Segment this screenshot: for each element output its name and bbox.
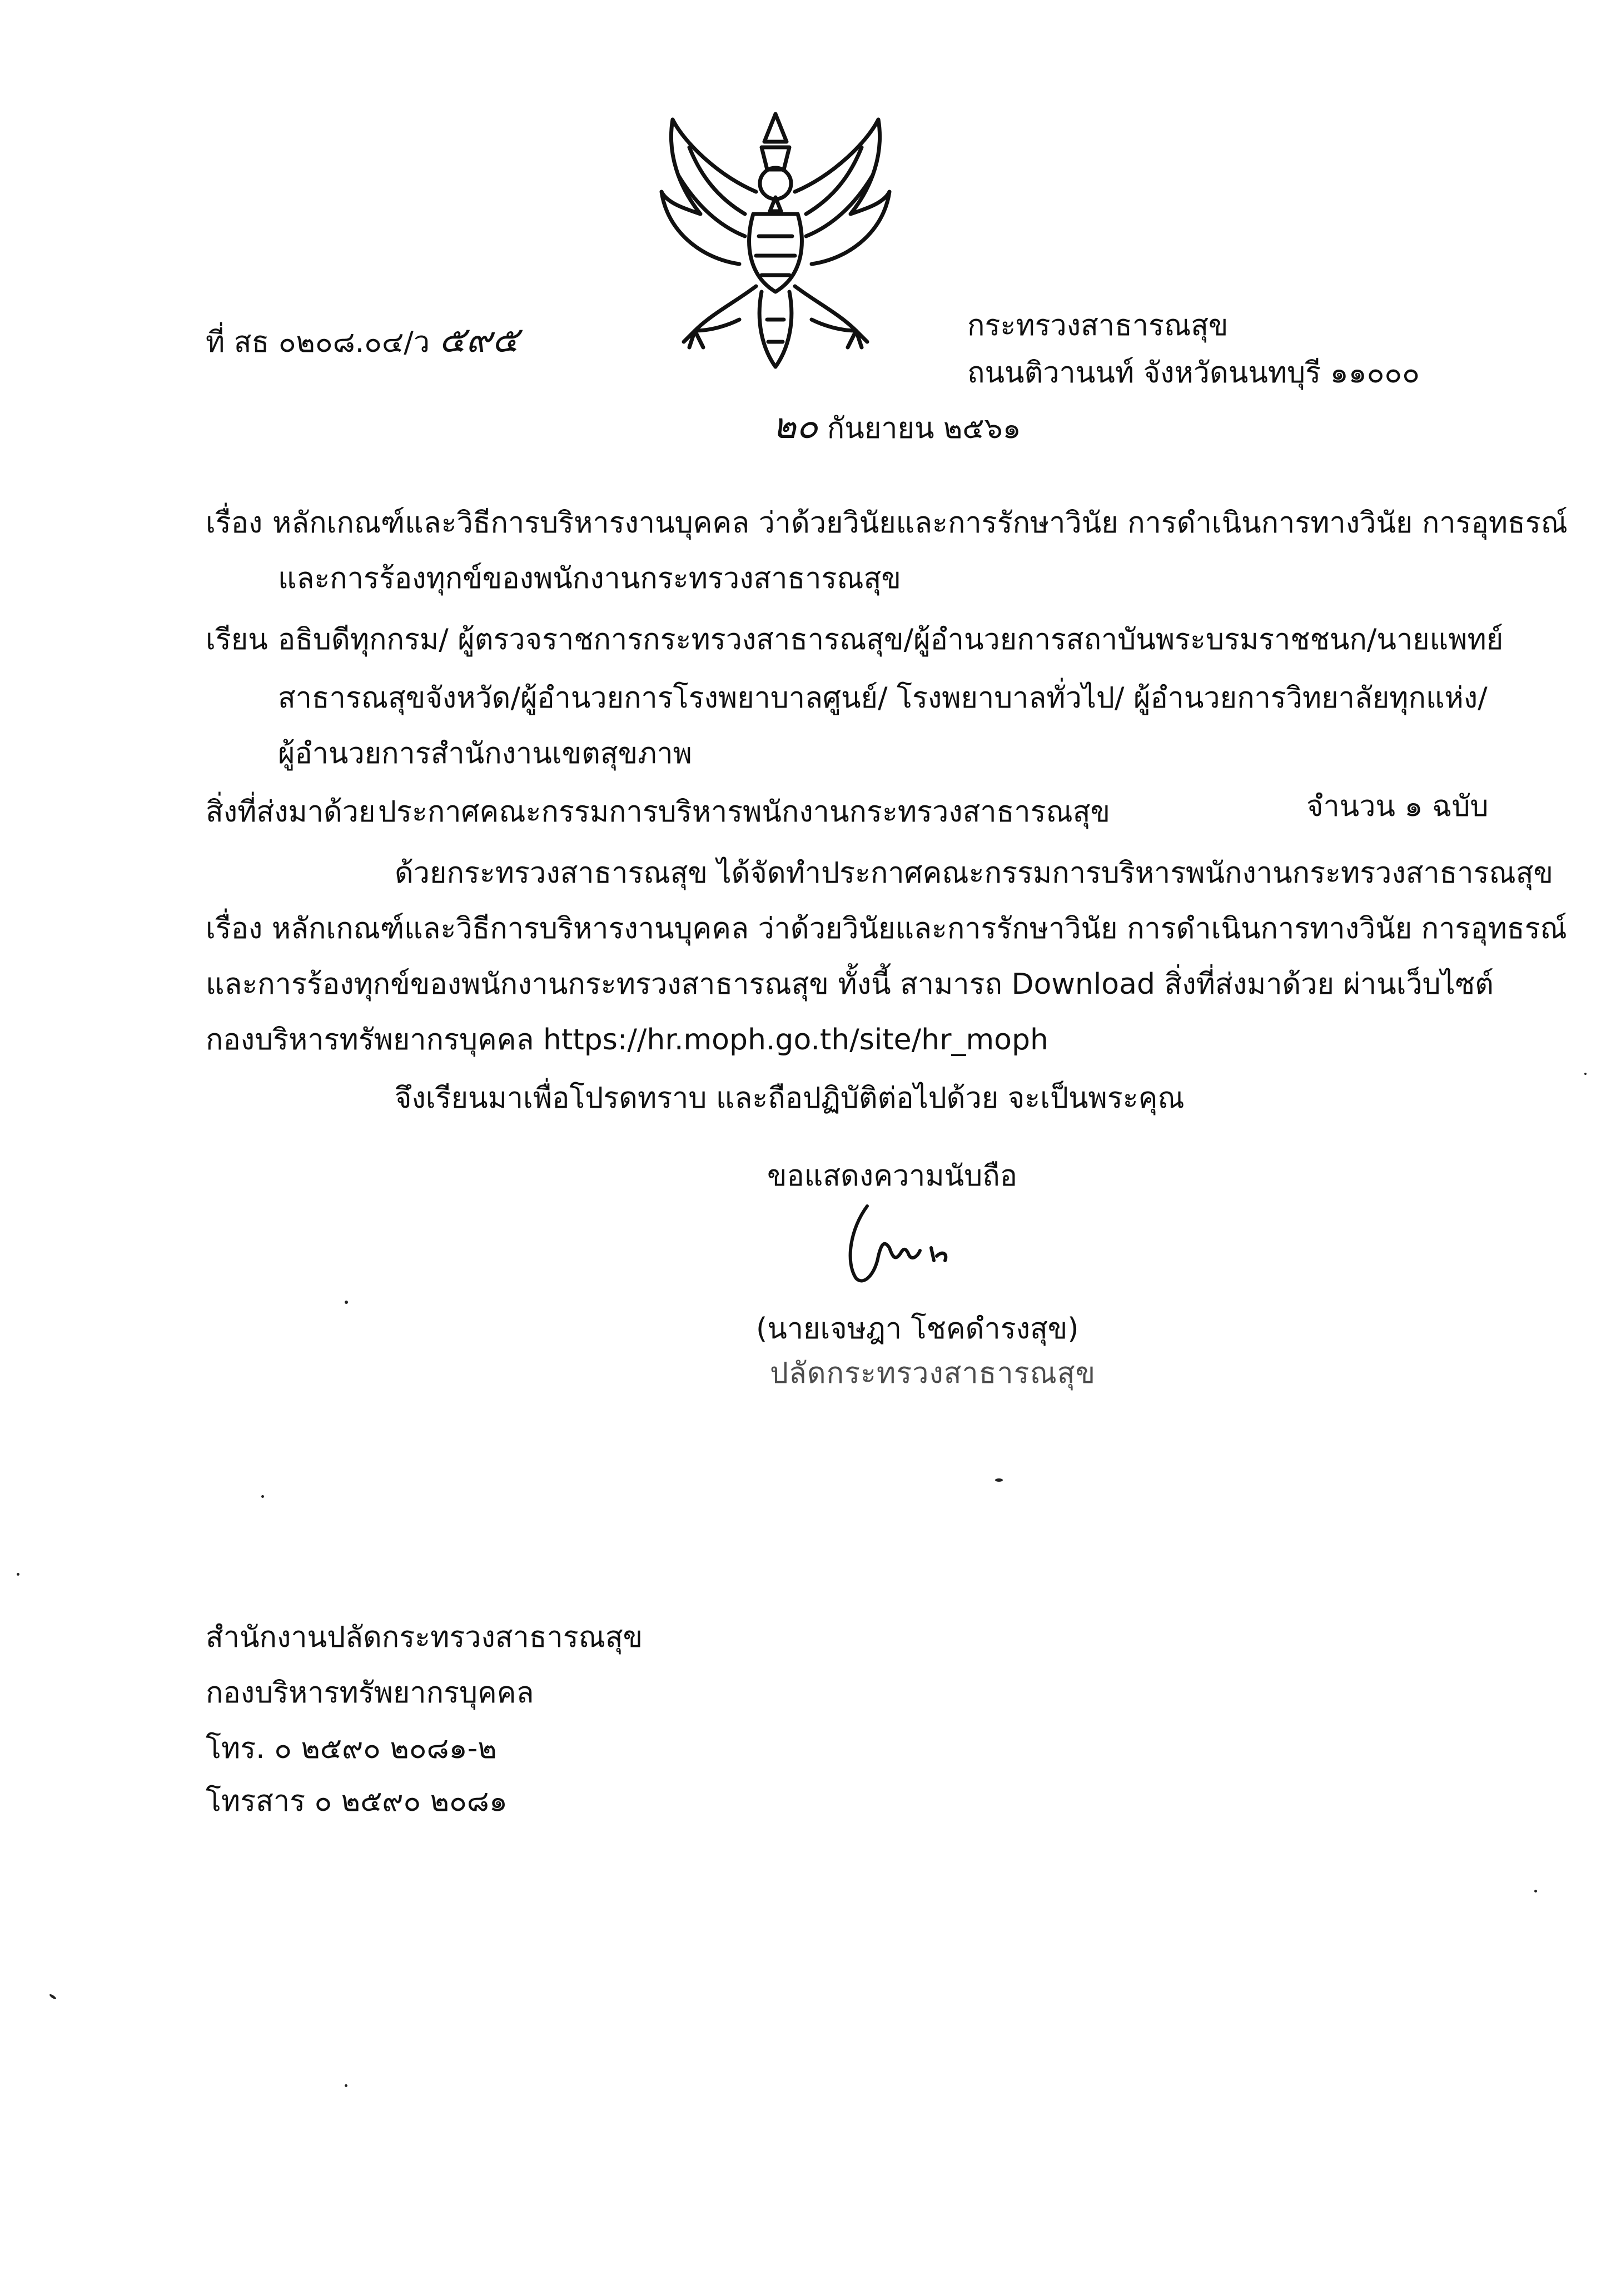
subject-label: เรื่อง bbox=[206, 506, 263, 540]
recipient-line-3: ผู้อำนวยการสำนักงานเขตสุขภาพ bbox=[278, 737, 692, 770]
signatory-name: (นายเจษฎา โชคดำรงสุข) bbox=[756, 1312, 1079, 1346]
signatory-title: ปลัดกระทรวงสาธารณสุข bbox=[770, 1357, 1096, 1390]
body-line-3: และการร้องทุกข์ของพนักงานกระทรวงสาธารณสุข ทั้งนี้ สามารถ Download สิ่งที่ส่งมาด้วย ผ่านเว็บไซต์ bbox=[206, 968, 1494, 1001]
footer-fax: โทรสาร ๐ ๒๕๙๐ ๒๐๘๑ bbox=[206, 1785, 508, 1818]
body-line-2: เรื่อง หลักเกณฑ์และวิธีการบริหารงานบุคคล ว่าด้วยวินัยและการรักษาวินัย การดำเนินการทางวินัย การอุทธรณ์ bbox=[206, 912, 1567, 945]
scan-speck bbox=[1534, 1890, 1537, 1892]
scan-speck bbox=[345, 2084, 347, 2087]
scan-speck bbox=[17, 1573, 19, 1576]
ministry-name: กระทรวงสาธารณสุข bbox=[967, 309, 1229, 342]
scan-speck bbox=[995, 1478, 1003, 1482]
date-day-handwritten: ๒๐ bbox=[773, 406, 818, 447]
body-line-1: ด้วยกระทรวงสาธารณสุข ได้จัดทำประกาศคณะกรรมการบริหารพนักงานกระทรวงสาธารณสุข bbox=[395, 856, 1554, 890]
scan-speck bbox=[261, 1495, 264, 1498]
recipient-line-2: สาธารณสุขจังหวัด/ผู้อำนวยการโรงพยาบาลศูนย์/ โรงพยาบาลทั่วไป/ ผู้อำนวยการวิทยาลัยทุกแห่ง/ bbox=[278, 681, 1488, 715]
website-link-text[interactable]: กองบริหารทรัพยากรบุคคล https://hr.moph.go.th/site/hr_moph bbox=[206, 1023, 1048, 1057]
enclosure-quantity: จำนวน ๑ ฉบับ bbox=[1306, 790, 1489, 823]
footer-office: สำนักงานปลัดกระทรวงสาธารณสุข bbox=[206, 1621, 643, 1654]
reference-number bbox=[206, 320, 519, 361]
date-month-year: กันยายน ๒๕๖๑ bbox=[827, 412, 1021, 445]
subject-line-2: และการร้องทุกข์ของพนักงานกระทรวงสาธารณสุข bbox=[278, 562, 901, 595]
scan-speck bbox=[49, 1993, 57, 2000]
scan-speck bbox=[1584, 1073, 1587, 1075]
enclosure-text: ประกาศคณะกรรมการบริหารพนักงานกระทรวงสาธารณสุข bbox=[378, 795, 1111, 829]
recipient-line-1: อธิบดีทุกกรม/ ผู้ตรวจราชการกระทรวงสาธารณสุข/ผู้อำนวยการสถาบันพระบรมราชชนก/นายแพทย์ bbox=[278, 623, 1504, 656]
body-line-4 bbox=[206, 1023, 1048, 1057]
handwritten-signature bbox=[834, 1195, 1001, 1295]
subject-line-1: หลักเกณฑ์และวิธีการบริหารงานบุคคล ว่าด้วยวินัยและการรักษาวินัย การดำเนินการทางวินัย การอุทธรณ์ bbox=[272, 506, 1568, 540]
letter-date bbox=[773, 406, 1021, 447]
recipient-label: เรียน bbox=[206, 623, 268, 656]
enclosure-label: สิ่งที่ส่งมาด้วย bbox=[206, 795, 376, 829]
reference-prefix: ที่ สธ ๐๒๐๘.๐๔/ว bbox=[206, 326, 430, 359]
scan-speck bbox=[345, 1301, 348, 1304]
footer-phone: โทร. ๐ ๒๕๙๐ ๒๐๘๑-๒ bbox=[206, 1732, 497, 1765]
ministry-address: ถนนติวานนท์ จังหวัดนนทบุรี ๑๑๐๐๐ bbox=[967, 356, 1420, 390]
salutation: ขอแสดงความนับถือ bbox=[767, 1159, 1017, 1193]
footer-division: กองบริหารทรัพยากรบุคคล bbox=[206, 1676, 534, 1710]
reference-number-handwritten: ๕๙๕ bbox=[439, 320, 519, 361]
garuda-emblem bbox=[650, 108, 901, 375]
closing-request: จึงเรียนมาเพื่อโปรดทราบ และถือปฏิบัติต่อไปด้วย จะเป็นพระคุณ bbox=[395, 1082, 1185, 1115]
